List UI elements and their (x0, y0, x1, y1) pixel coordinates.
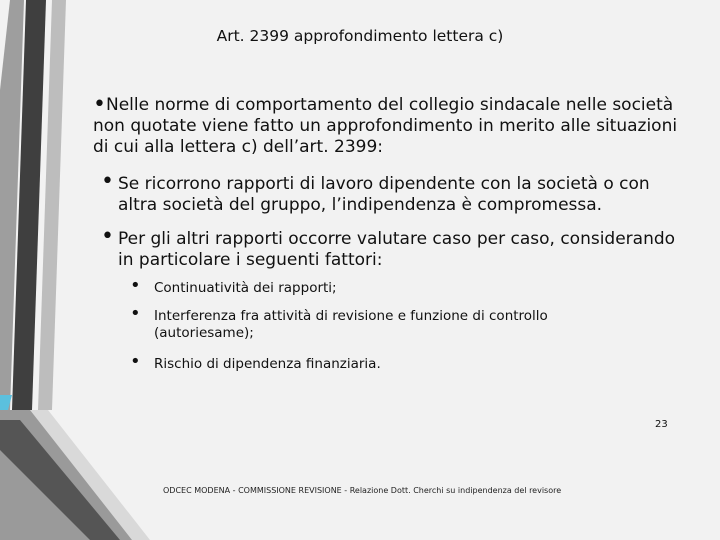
sub-bullet-item (130, 303, 630, 342)
slide-footer: ODCEC MODENA - COMMISSIONE REVISIONE - Relazione Dott. Cherchi su indipendenza del revisore (163, 486, 562, 495)
bullet-item (93, 224, 693, 271)
bullet-icon: • (101, 169, 114, 194)
sub-bullet-text: Continuatività dei rapporti; (154, 280, 337, 296)
sub-bullet-item (130, 275, 630, 297)
intro-bullet-icon: • (93, 92, 106, 117)
bullet-item (93, 169, 693, 216)
sub-bullet-icon: • (130, 275, 141, 296)
sub-bullet-text: Rischio di dipendenza finanziaria. (154, 356, 381, 372)
sub-bullet-text: Interferenza fra attività di revisione e funzione di controllo (autoriesame); (154, 308, 548, 341)
sub-bullet-icon: • (130, 303, 141, 324)
bullet-text: Se ricorrono rapporti di lavoro dipendente con la società o con altra società del gruppo, l’indipendenza è compromessa. (118, 174, 650, 215)
intro-paragraph (93, 94, 693, 158)
sub-bullet-icon: • (130, 351, 141, 372)
intro-text: Nelle norme di comportamento del collegio sindacale nelle società non quotate viene fatto un approfondimento in merito alle situazioni di cui alla lettera c) dell’art. 2399: (93, 95, 678, 157)
slide-title: Art. 2399 approfondimento lettera c) (216, 27, 504, 45)
bullet-text: Per gli altri rapporti occorre valutare caso per caso, considerando in particolare i seguenti fattori: (118, 229, 676, 270)
sub-bullet-item (130, 351, 630, 373)
page-number: 23 (655, 419, 668, 430)
bullet-icon: • (101, 224, 114, 249)
